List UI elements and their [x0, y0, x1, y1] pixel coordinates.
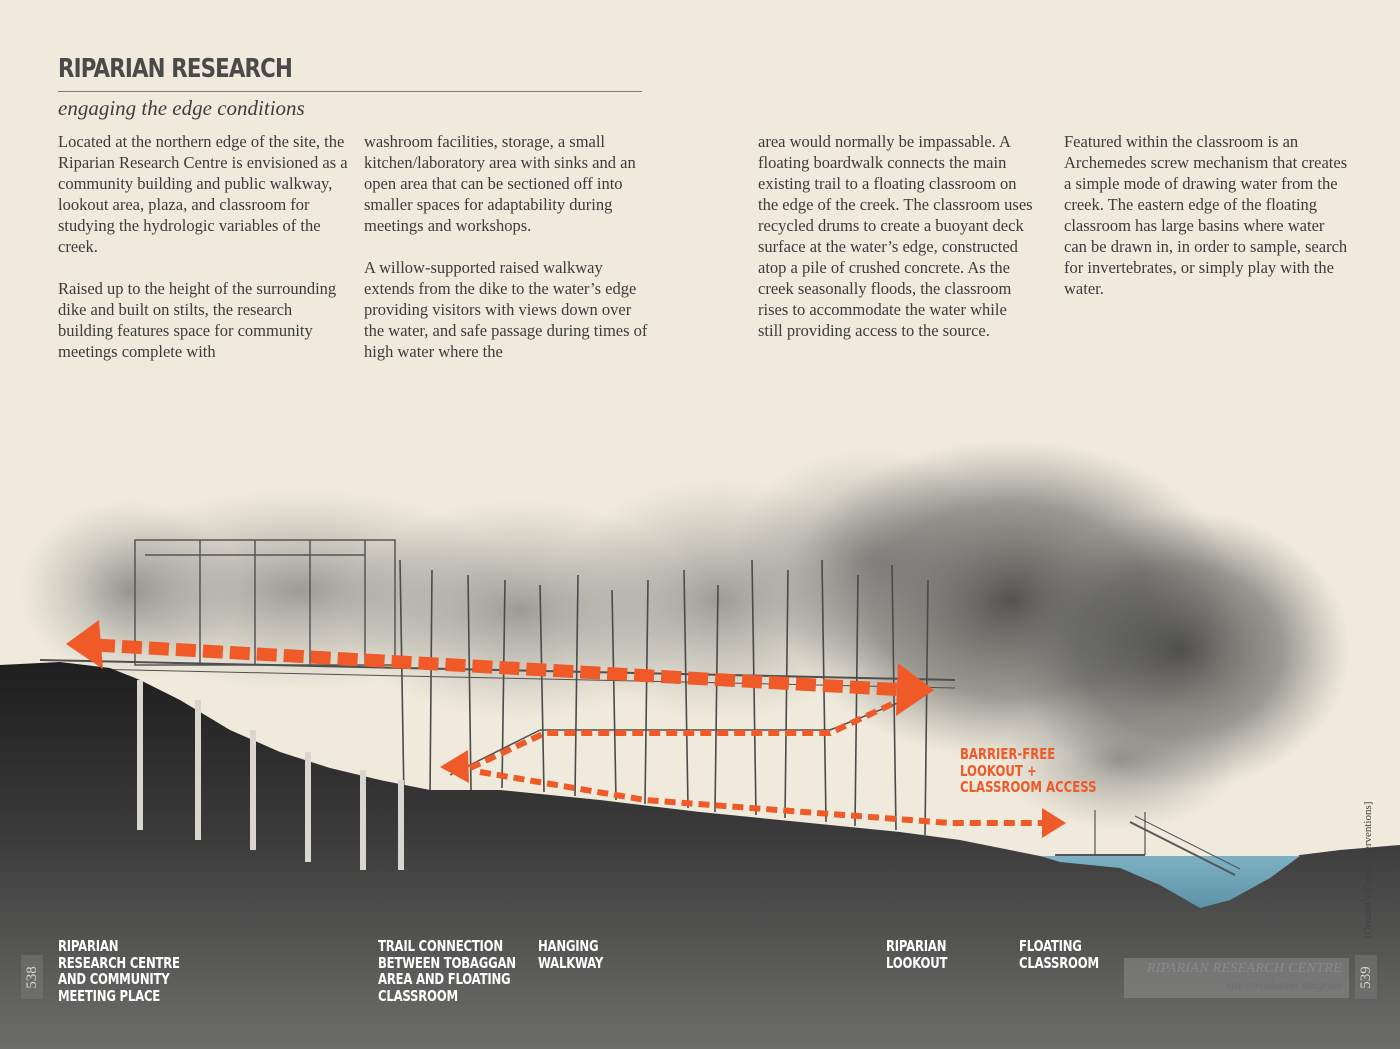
paragraph: Featured within the classroom is an Archemedes screw mechanism that creates a simple mode of drawing water from the creek. The eastern edge of the floating classroom has large basins where water can be drawn in, in order to sample, search for invertebrates, or simply play with the water. — [1064, 132, 1348, 298]
title-divider — [58, 91, 642, 92]
paragraph: Located at the northern edge of the site, the Riparian Research Centre is envisioned as a community building and public walkway, lookout area, plaza, and classroom for studying the hydrologic variables of the creek. — [58, 132, 348, 256]
running-head: [Omand’s Creek Interventions] — [1362, 801, 1374, 939]
site-circulation-diagram — [0, 380, 1400, 1049]
figure-caption — [1124, 958, 1349, 998]
page-title: RIPARIAN RESEARCH — [58, 54, 293, 84]
label-barrier-free: BARRIER-FREE LOOKOUT + CLASSROOM ACCESS — [960, 745, 1097, 796]
caption-subtitle: site circulation diagram — [1226, 978, 1342, 992]
text-column-2 — [364, 131, 654, 383]
text-column-1 — [58, 131, 348, 383]
page-number-left: 538 — [21, 955, 43, 999]
label-riparian-lookout: RIPARIAN LOOKOUT — [886, 937, 948, 972]
page-subtitle: engaging the edge conditions — [58, 96, 305, 120]
text-column-3 — [758, 131, 1033, 362]
paragraph: A willow-supported raised walkway extends from the dike to the water’s edge providing visitors with views down over the water, and safe passage during times of high water where the — [364, 258, 648, 361]
label-floating-classroom: FLOATING CLASSROOM — [1019, 937, 1099, 972]
paragraph: Raised up to the height of the surrounding dike and built on stilts, the research building features space for community meetings complete with — [58, 279, 337, 361]
label-hanging-walkway: HANGING WALKWAY — [538, 937, 604, 972]
label-research-centre: RIPARIAN RESEARCH CENTRE AND COMMUNITY MEETING PLACE — [58, 937, 180, 1005]
paragraph: area would normally be impassable. A floating boardwalk connects the main existing trail to a floating classroom on the edge of the creek. The classroom uses recycled drums to create a buoyant deck surface at the water’s edge, constructed atop a pile of crushed concrete. As the creek seasonally floods, the classroom rises to accommodate the water while still providing access to the source. — [758, 132, 1033, 340]
paragraph: washroom facilities, storage, a small kitchen/laboratory area with sinks and an open area that can be sectioned off into smaller spaces for adaptability during meetings and workshops. — [364, 132, 636, 235]
text-column-4 — [1064, 131, 1349, 320]
page-number-right: 539 — [1355, 955, 1377, 999]
arrow-head-lower-west — [440, 750, 469, 783]
caption-title: RIPARIAN RESEARCH CENTRE — [1146, 961, 1342, 976]
label-trail-connection: TRAIL CONNECTION BETWEEN TOBAGGAN AREA AND FLOATING CLASSROOM — [378, 937, 516, 1005]
